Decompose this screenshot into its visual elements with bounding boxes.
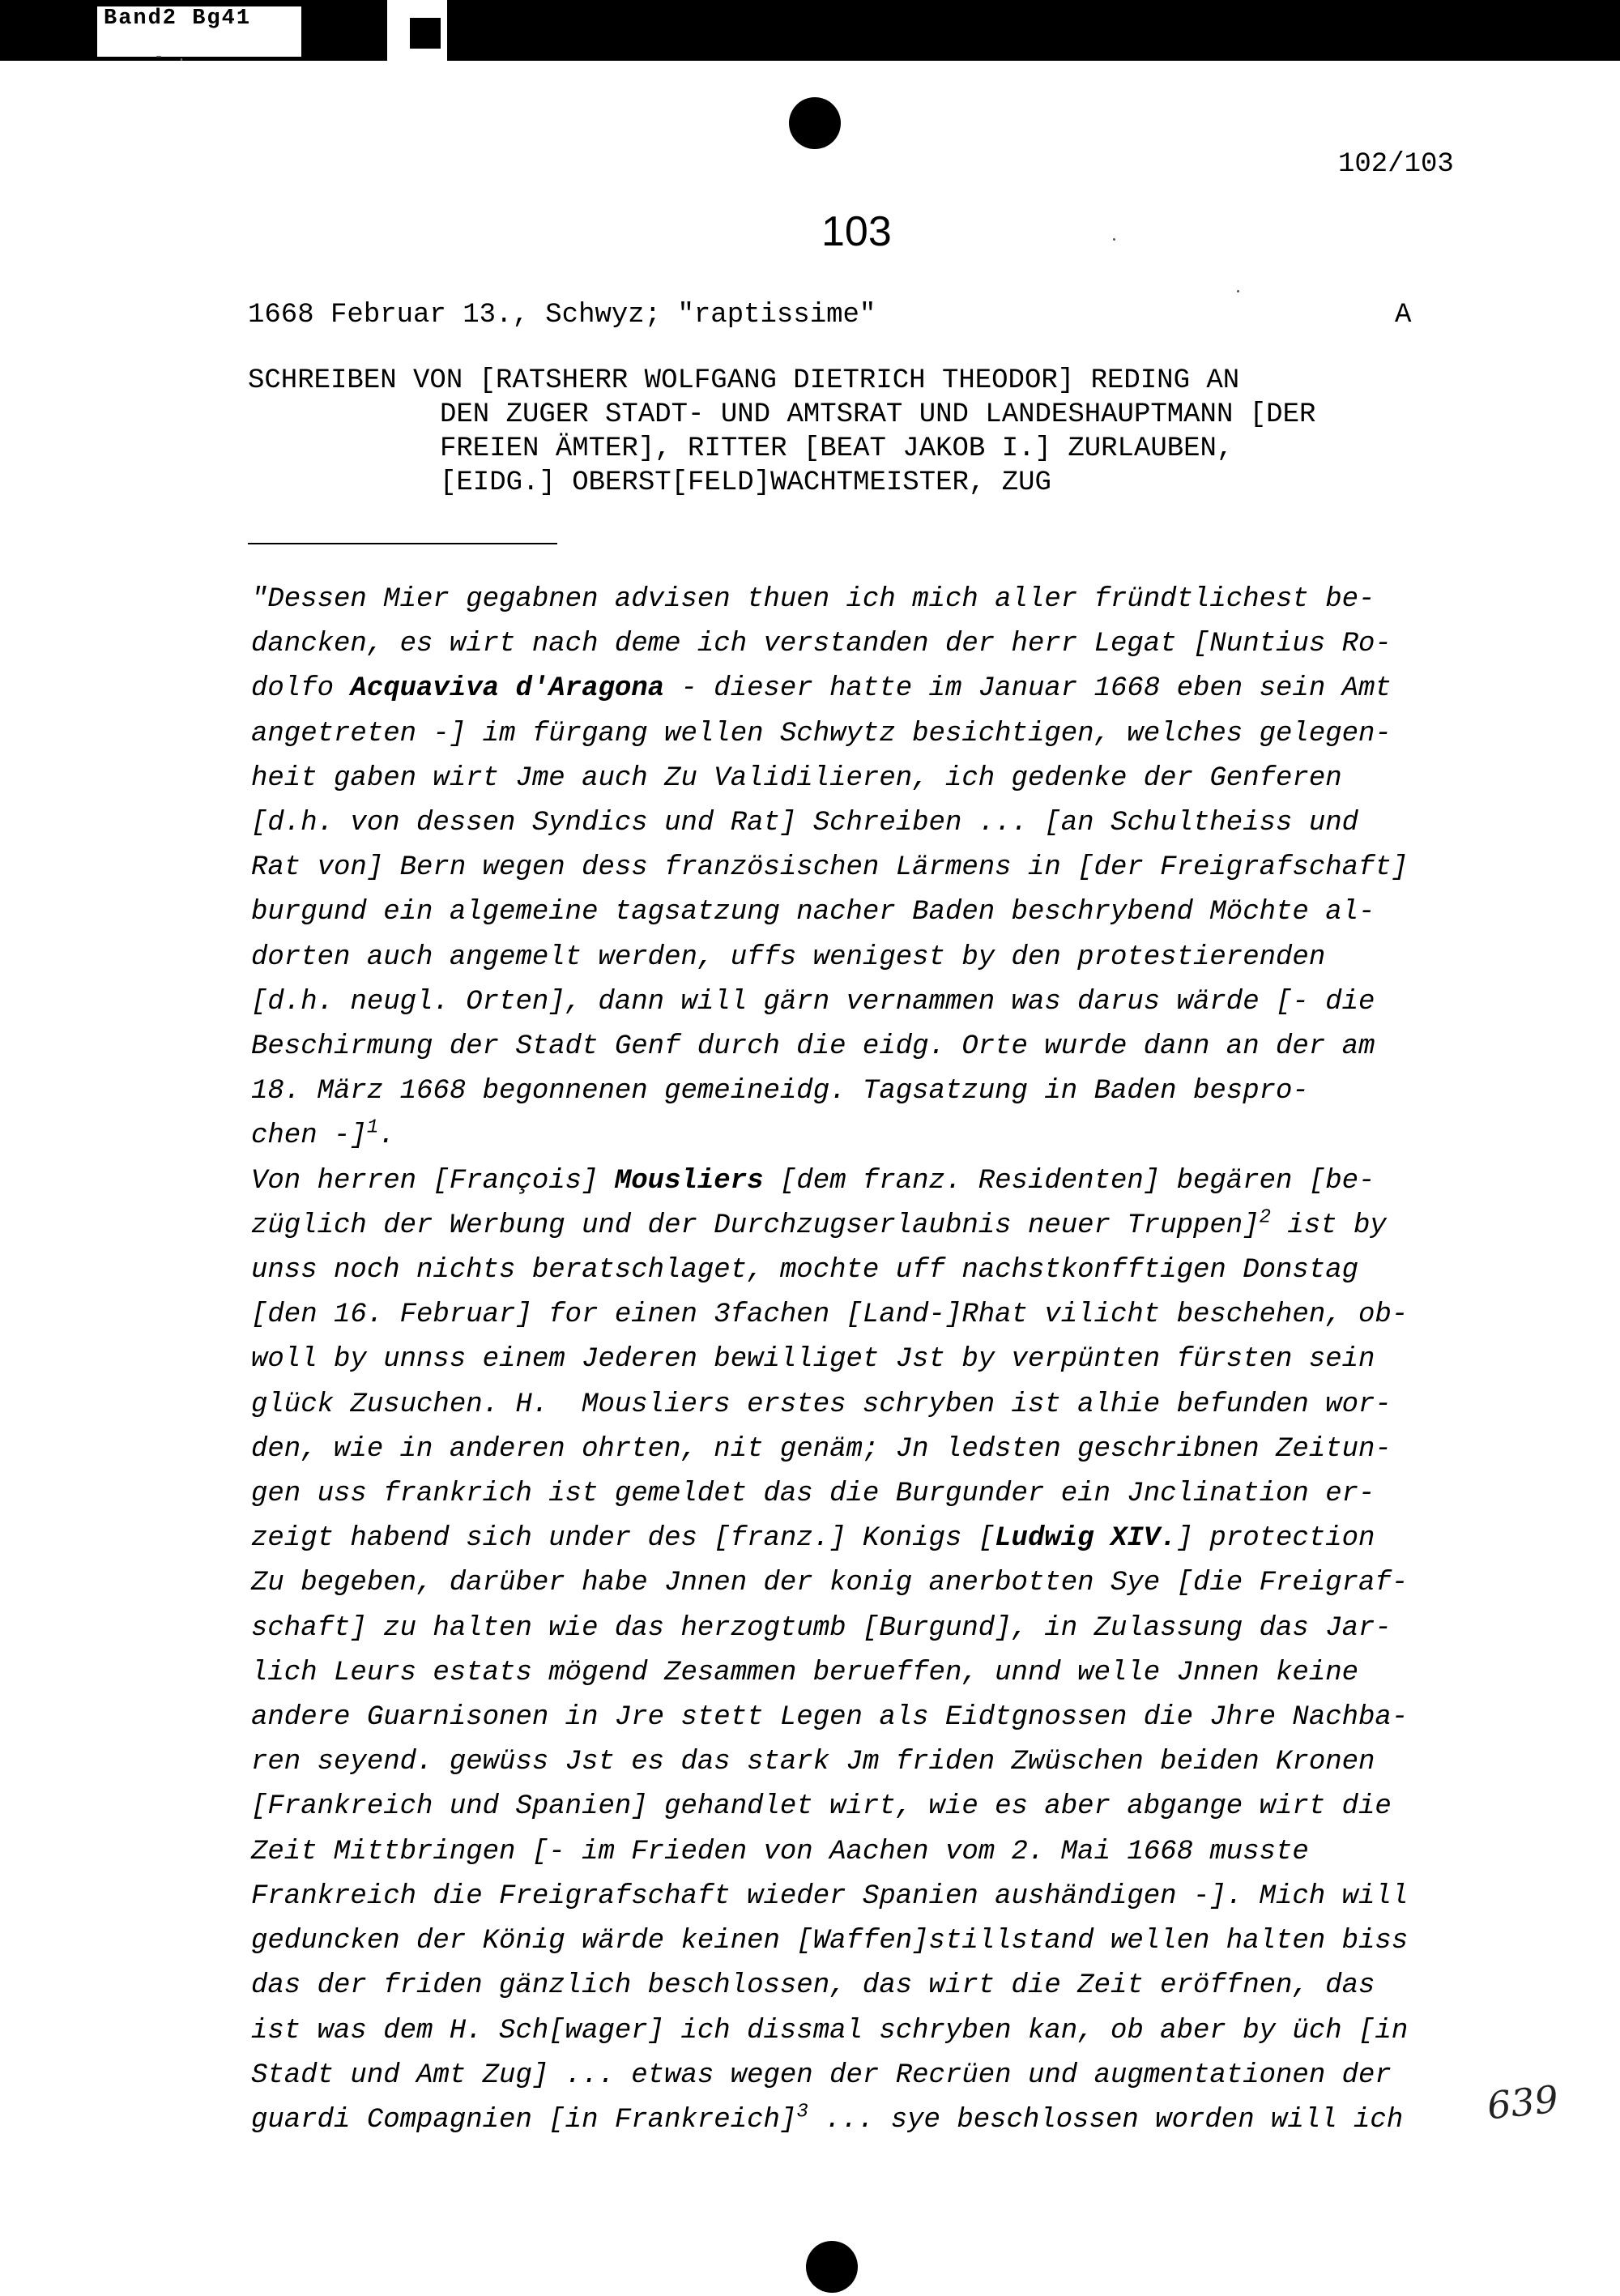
text-line: [d.h. neugl. Orten], dann will gärn vernammen was darus wärde [- die bbox=[251, 986, 1375, 1018]
text-line: den, wie in anderen ohrten, nit genäm; Jn ledsten geschribnen Zeitun- bbox=[251, 1433, 1392, 1465]
variant-letter: A bbox=[1395, 300, 1412, 331]
text-line: unss noch nichts beratschlaget, mochte uff nachstkonfftigen Donstag bbox=[251, 1255, 1359, 1287]
footnote-marker: 2 bbox=[1259, 1206, 1272, 1229]
text-line: burgund ein algemeine tagsatzung nacher Baden beschrybend Möchte al- bbox=[251, 897, 1375, 928]
archive-stamp bbox=[97, 6, 301, 66]
text-line bbox=[251, 1517, 1498, 1561]
text-line bbox=[251, 2098, 1498, 2143]
text-line: schaft] zu halten wie das herzogtumb [Burgund], in Zulassung das Jar- bbox=[251, 1612, 1392, 1644]
text-line bbox=[251, 1204, 1498, 1248]
text-line: dorten auch angemelt werden, uffs wenigest by den protestierenden bbox=[251, 941, 1326, 973]
document-heading bbox=[248, 364, 1315, 500]
text-line: glück Zusuchen. H. Mousliers erstes schryben ist alhie befunden wor- bbox=[251, 1389, 1392, 1420]
text-run: züglich der Werbung und der Durchzugserlaubnis neuer Truppen] bbox=[251, 1210, 1260, 1241]
scan-speck bbox=[1113, 238, 1115, 241]
archive-stamp-label: Band2 Bg41 bbox=[104, 6, 252, 31]
punch-hole-icon bbox=[806, 2241, 858, 2293]
text-run: ... sye beschlossen worden will ich bbox=[808, 2104, 1404, 2136]
text-line: Zu begeben, darüber habe Jnnen der konig anerbotten Sye [die Freigraf- bbox=[251, 1568, 1409, 1599]
text-line: ist was dem H. Sch[wager] ich dissmal schryben kan, ob aber by üch [in bbox=[251, 2015, 1409, 2046]
text-run: [dem franz. Residenten] begären [be- bbox=[763, 1165, 1375, 1197]
text-run: dolfo bbox=[251, 673, 351, 705]
handwritten-folio-number: 639 bbox=[1485, 2076, 1561, 2128]
punch-hole-icon bbox=[789, 97, 841, 149]
text-run: chen -] bbox=[251, 1120, 367, 1152]
text-line: [Frankreich und Spanien] gehandlet wirt, wie es aber abgange wirt die bbox=[251, 1791, 1392, 1823]
text-line: angetreten -] im fürgang wellen Schwytz besichtigen, welches gelegen- bbox=[251, 718, 1392, 749]
text-line: Stadt und Amt Zug] ... etwas wegen der Recrüen und augmentationen der bbox=[251, 2059, 1392, 2091]
text-run: - dieser hatte im Januar 1668 eben sein Amt bbox=[664, 673, 1392, 705]
text-run: Von herren [François] bbox=[251, 1165, 615, 1197]
text-line: 18. März 1668 begonnenen gemeineidg. Tagsatzung in Baden bespro- bbox=[251, 1076, 1309, 1107]
scan-speck bbox=[1237, 290, 1239, 292]
text-line: ren seyend. gewüss Jst es das stark Jm friden Zwüschen beiden Kronen bbox=[251, 1747, 1375, 1778]
archive-stamp-mark: - . bbox=[154, 48, 189, 66]
text-line: Rat von] Bern wegen dess französischen Lärmens in [der Freigrafschaft] bbox=[251, 852, 1409, 884]
heading-line: DEN ZUGER STADT- UND AMTSRAT UND LANDESHAUPTMANN [DER bbox=[440, 399, 1316, 430]
text-line: geduncken der König wärde keinen [Waffen]stillstand wellen halten biss bbox=[251, 1926, 1409, 1957]
text-line: [d.h. von dessen Syndics und Rat] Schreiben ... [an Schultheiss und bbox=[251, 808, 1359, 839]
text-line: Zeit Mittbringen [- im Frieden von Aachen vom 2. Mai 1668 musste bbox=[251, 1836, 1309, 1867]
text-line bbox=[251, 1159, 1498, 1204]
heading-line: FREIEN ÄMTER], RITTER [BEAT JAKOB I.] ZURLAUBEN, bbox=[440, 433, 1234, 464]
text-line: [den 16. Februar] for einen 3fachen [Land-]Rhat vilicht beschehen, ob- bbox=[251, 1300, 1409, 1331]
text-line: Frankreich die Freigrafschaft wieder Spanien aushändigen -]. Mich will bbox=[251, 1880, 1409, 1912]
text-line: andere Guarnisonen in Jre stett Legen als Eidtgnossen die Jhre Nachba- bbox=[251, 1702, 1409, 1734]
footnote-marker: 1 bbox=[366, 1117, 379, 1140]
person-name: Acquaviva d'Aragona bbox=[350, 673, 665, 705]
text-run: ist by bbox=[1271, 1210, 1387, 1241]
text-run: guardi Compagnien [in Frankreich] bbox=[251, 2104, 797, 2136]
text-line: dancken, es wirt nach deme ich verstanden der herr Legat [Nuntius Ro- bbox=[251, 629, 1392, 660]
text-line: woll by unnss einem Jederen bewilliget Jst by verpünten fürsten sein bbox=[251, 1344, 1375, 1376]
letter-body bbox=[251, 578, 1498, 2143]
text-line: Beschirmung der Stadt Genf durch die eidg. Orte wurde dann an der am bbox=[251, 1031, 1375, 1063]
text-line bbox=[251, 1114, 1498, 1159]
date-line: 1668 Februar 13., Schwyz; "raptissime" bbox=[248, 300, 876, 331]
document-number: 103 bbox=[821, 208, 892, 255]
text-line: gen uss frankrich ist gemeldet das die Burgunder ein Jnclination er- bbox=[251, 1479, 1375, 1510]
page-number: 102/103 bbox=[1338, 149, 1454, 180]
person-name: Mousliers bbox=[614, 1165, 764, 1197]
person-name: Ludwig XIV. bbox=[995, 1523, 1177, 1555]
text-run: . bbox=[378, 1120, 395, 1152]
text-line: lich Leurs estats mögend Zesammen berueffen, unnd welle Jnnen keine bbox=[251, 1657, 1359, 1688]
text-line: "Dessen Mier gegabnen advisen thuen ich mich aller fründtlichest be- bbox=[251, 584, 1375, 615]
text-line: das der friden gänzlich beschlossen, das wirt die Zeit eröffnen, das bbox=[251, 1970, 1375, 2002]
heading-line: [EIDG.] OBERST[FELD]WACHTMEISTER, ZUG bbox=[440, 467, 1051, 498]
text-line: heit gaben wirt Jme auch Zu Validilieren, ich gedenke der Genferen bbox=[251, 762, 1342, 794]
text-line bbox=[251, 667, 1498, 711]
heading-line: SCHREIBEN VON [RATSHERR WOLFGANG DIETRICH THEODOR] REDING AN bbox=[248, 365, 1240, 396]
text-run: zeigt habend sich under des [franz.] Konigs [ bbox=[251, 1523, 995, 1555]
text-run: ] protection bbox=[1176, 1523, 1375, 1555]
separator-rule bbox=[248, 543, 557, 544]
footnote-marker: 3 bbox=[796, 2101, 808, 2123]
registration-square-icon bbox=[410, 18, 441, 49]
